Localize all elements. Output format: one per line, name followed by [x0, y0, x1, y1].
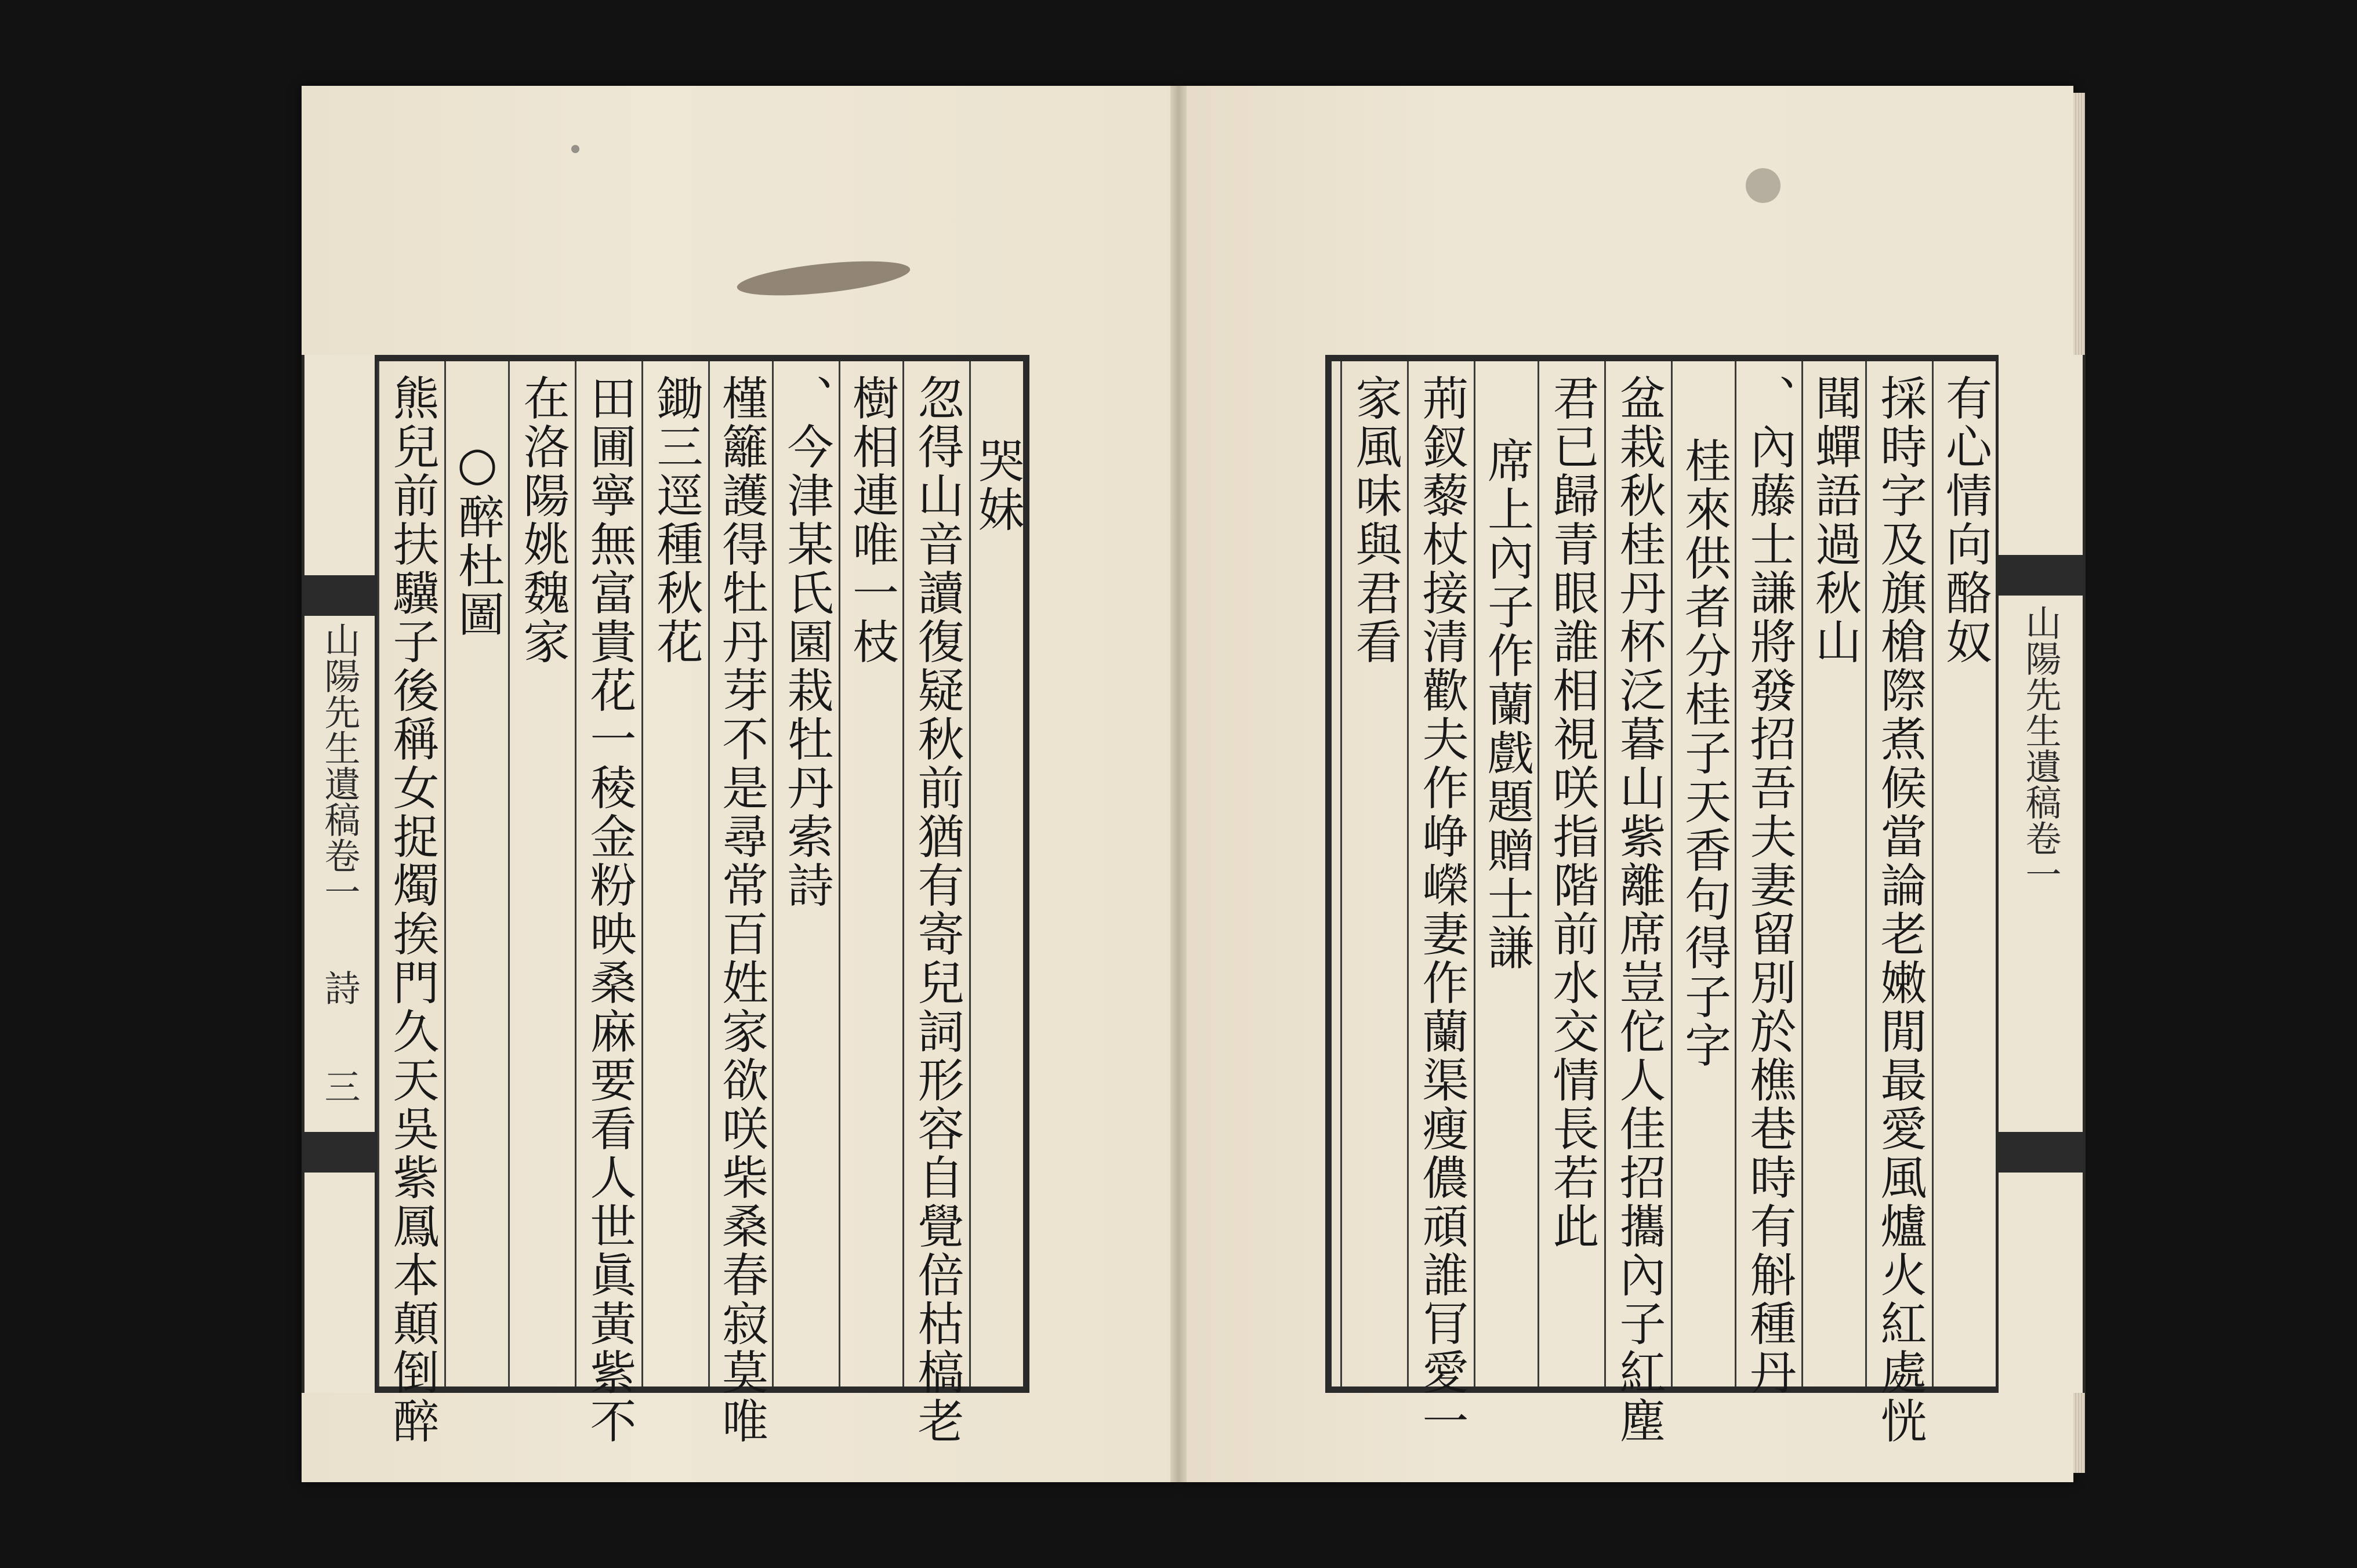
- poem-line: 採時字及旗槍際煮候當論老嫩閒最愛風爐火紅處恍: [1873, 374, 1927, 1446]
- poem-title: 席上內子作蘭戲題贈士謙: [1480, 437, 1534, 972]
- text-column: [641, 361, 708, 1386]
- section-label: 詩: [318, 970, 361, 1006]
- text-column: [1474, 361, 1538, 1386]
- text-column: [1735, 361, 1801, 1397]
- poem-line: 家風味與君看: [1348, 374, 1402, 666]
- text-column: [708, 361, 772, 1446]
- text-column: [772, 361, 839, 1386]
- banner-band: [304, 575, 375, 616]
- text-column: [1538, 361, 1604, 1386]
- text-column: [1671, 361, 1735, 1386]
- poem-line: 盆栽秋桂丹杯泛暮山紫離席豈佗人佳招攜內子紅塵: [1612, 374, 1666, 1446]
- ink-stain: [1746, 168, 1781, 203]
- text-column: [444, 361, 508, 1386]
- text-column: [1340, 361, 1407, 1386]
- text-column: [1604, 361, 1671, 1446]
- text-column: [1407, 361, 1474, 1446]
- text-column: [1932, 361, 1996, 1386]
- banner-band: [304, 1132, 375, 1173]
- book-title-label: 山陽先生遺稿卷一: [2019, 604, 2062, 892]
- text-column: [839, 361, 902, 1386]
- poem-line: 君已歸青眼誰相視咲指階前水交情長若此: [1545, 374, 1599, 1251]
- text-column: [1865, 361, 1932, 1446]
- text-column: [575, 361, 641, 1446]
- banner-band: [1999, 1132, 2083, 1173]
- text-column: [1801, 361, 1865, 1386]
- poem-line: 槿籬護得牡丹芽不是尋常百姓家欲咲柴桑春寂莫唯: [714, 374, 768, 1446]
- margin-banner: [302, 355, 378, 1393]
- poem-line: 田圃寧無富貴花一稜金粉映桑麻要看人世眞黃紫不: [582, 374, 636, 1446]
- poem-title: 哭妹: [970, 437, 1024, 534]
- poem-title: 、今津某氏園栽牡丹索詩: [779, 374, 833, 910]
- poem-title: 桂來供者分桂子天香句得子字: [1677, 437, 1731, 1070]
- text-column: [969, 361, 1023, 1386]
- right-text-frame: [1325, 355, 2079, 1446]
- poem-line: 在洛陽姚魏家: [516, 374, 570, 666]
- left-text-frame: [302, 355, 1029, 1446]
- ink-stain: [571, 145, 579, 153]
- poem-title: 、內藤士謙將發招吾夫妻留別於樵巷時有斛種丹: [1742, 374, 1796, 1397]
- poem-title: ○醉杜圖: [450, 437, 505, 639]
- banner-band: [1999, 555, 2083, 596]
- poem-line: 有心情向酪奴: [1938, 374, 1992, 666]
- poem-line: 熊兒前扶驥子後稱女捉燭挨門久天吳紫鳳本顛倒醉: [385, 374, 439, 1446]
- text-column: [378, 361, 444, 1446]
- poem-line: 鋤三逕種秋花: [649, 374, 703, 666]
- margin-banner: [1996, 355, 2086, 1393]
- page-number: 三: [318, 1068, 361, 1104]
- book-gutter: [1170, 86, 1187, 1482]
- poem-line: 聞蟬語過秋山: [1807, 374, 1862, 666]
- book-title-label: 山陽先生遺稿卷一: [318, 622, 361, 909]
- poem-line: 忽得山音讀復疑秋前猶有寄兒詞形容自覺倍枯槁老: [910, 374, 964, 1446]
- poem-line: 荊釵藜杖接清歡夫作峥嶸妻作蘭渠瘦儂頑誰肎愛一: [1415, 374, 1468, 1446]
- text-column: [508, 361, 575, 1386]
- poem-line: 樹相連唯一枝: [844, 374, 899, 666]
- text-column: [902, 361, 969, 1446]
